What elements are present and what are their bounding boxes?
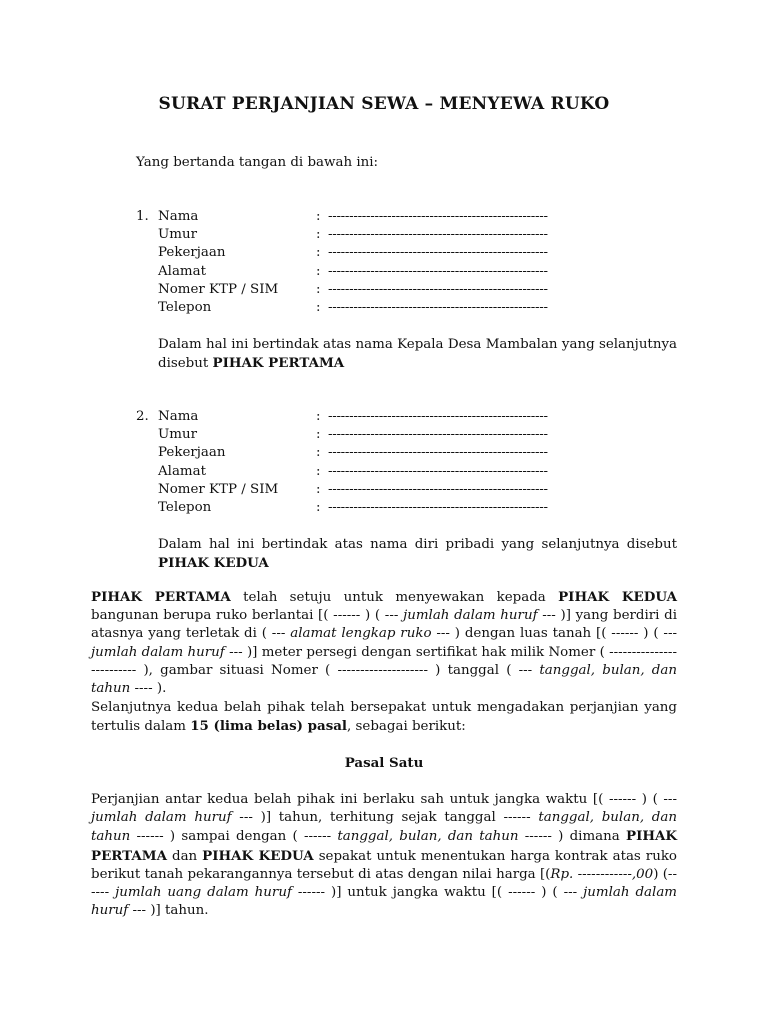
party-one-number: 1. — [136, 209, 149, 224]
field-row — [158, 408, 678, 426]
pasal-satu-heading: Pasal Satu — [344, 755, 424, 771]
agreement-placeholder: jumlah dalam huruf — [91, 644, 225, 660]
field-blank: ---------------------------------------------------- — [328, 263, 548, 279]
pasal-placeholder: tanggal, bulan, dan tahun — [337, 829, 519, 845]
agreement-text: --- )] meter persegi dengan sertifikat hak milik Nomer ( ------------------------- ), gambar situasi Nomer ( -------------------- ) tanggal ( --- — [91, 644, 677, 678]
field-row — [158, 226, 678, 244]
agreement-placeholder: jumlah dalam huruf — [403, 608, 538, 624]
pasal-text: ------ ) sampai dengan ( ------ — [130, 829, 338, 845]
pasal-text: sepakat untuk menentukan harga kontrak atas ruko berikut tanah pekarangannya tersebut di atas dengan nilai harga [( — [91, 848, 677, 882]
field-colon: : — [316, 481, 321, 497]
field-blank: ---------------------------------------------------- — [328, 499, 548, 515]
field-colon: : — [316, 409, 321, 424]
pasal-text: Perjanjian antar kedua belah pihak ini berlaku sah untuk jangka waktu [( ------ ) ( --- — [91, 792, 677, 807]
party-two-number: 2. — [136, 409, 149, 424]
pasal-placeholder: jumlah dalam huruf — [91, 885, 678, 919]
party-one-fields — [158, 208, 678, 317]
field-blank: ---------------------------------------------------- — [328, 409, 548, 424]
pasal-intro-text: Selanjutnya kedua belah pihak telah bersepakat untuk mengadakan perjanjian yang tertulis dalam — [91, 700, 677, 735]
agreement-party-one: PIHAK PERTAMA — [91, 589, 231, 605]
field-blank: ---------------------------------------------------- — [328, 227, 548, 243]
field-blank: ---------------------------------------------------- — [328, 445, 548, 461]
party-two-description — [158, 536, 677, 573]
field-label: Alamat — [158, 263, 206, 279]
field-colon: : — [316, 445, 321, 461]
field-label: Umur — [158, 227, 198, 243]
party-two-fields — [158, 408, 678, 517]
field-label: Umur — [158, 427, 198, 443]
field-row — [158, 299, 678, 317]
field-colon: : — [316, 245, 321, 261]
field-blank: ---------------------------------------------------- — [328, 245, 548, 261]
field-colon: : — [316, 281, 321, 297]
field-row — [158, 281, 678, 299]
pasal-text: --- )] tahun, terhitung sejak tanggal ------ — [231, 810, 539, 826]
party-one-role: PIHAK PERTAMA — [212, 355, 345, 372]
agreement-text: --- ) dengan luas tanah [( ------ ) ( --- — [431, 626, 677, 642]
field-label: Nama — [158, 409, 199, 424]
field-row — [158, 463, 678, 481]
field-colon: : — [316, 463, 321, 479]
pasal-party-two: PIHAK KEDUA — [202, 847, 314, 864]
field-label: Nomer KTP / SIM — [158, 281, 279, 297]
field-colon: : — [316, 209, 321, 224]
field-label: Nama — [158, 209, 199, 224]
field-blank: ---------------------------------------------------- — [328, 481, 548, 497]
party-one-description — [158, 336, 677, 373]
field-row — [158, 481, 678, 499]
field-colon: : — [316, 299, 321, 315]
agreement-text: telah setuju untuk menyewakan kepada — [230, 590, 559, 605]
field-blank: ---------------------------------------------------- — [328, 299, 548, 315]
agreement-party-two: PIHAK KEDUA — [558, 589, 677, 605]
pasal-intro-text: , sebagai berikut: — [347, 719, 466, 735]
field-label: Telepon — [158, 299, 212, 315]
agreement-placeholder: alamat lengkap ruko — [290, 626, 432, 642]
field-label: Nomer KTP / SIM — [158, 481, 279, 497]
field-colon: : — [316, 263, 321, 279]
party-two-role: PIHAK KEDUA — [158, 555, 269, 572]
pasal-price-placeholder: Rp. ------------,00 — [550, 866, 654, 882]
pasal-text: --- )] tahun. — [128, 903, 209, 919]
pasal-placeholder: tanggal, bulan, dan tahun — [91, 810, 677, 845]
agreement-paragraph — [91, 588, 677, 698]
agreement-text: bangunan berupa ruko berlantai [( ------ ) ( --- — [91, 608, 404, 624]
field-blank: ---------------------------------------------------- — [328, 281, 548, 297]
field-row — [158, 426, 678, 444]
field-blank: ---------------------------------------------------- — [328, 463, 548, 479]
field-label: Pekerjaan — [158, 445, 226, 461]
pasal-text: ) (------ — [91, 866, 677, 901]
pasal-satu-paragraph — [91, 791, 677, 920]
field-row — [158, 244, 678, 262]
intro-text: Yang bertanda tangan di bawah ini: — [136, 155, 379, 170]
field-blank: ---------------------------------------------------- — [328, 209, 548, 224]
field-row — [158, 263, 678, 281]
agreement-text: ---- ). — [130, 681, 167, 697]
field-label: Telepon — [158, 499, 212, 515]
document-title: SURAT PERJANJIAN SEWA – MENYEWA RUKO — [158, 94, 610, 114]
field-row — [158, 208, 678, 226]
field-colon: : — [316, 227, 321, 243]
pasal-text: dan — [167, 848, 203, 864]
pasal-count: 15 (lima belas) pasal — [190, 718, 348, 735]
field-blank: ---------------------------------------------------- — [328, 427, 548, 443]
pasal-placeholder: jumlah uang dalam huruf — [115, 885, 292, 901]
agreement-text: --- )] yang berdiri di atasnya yang terletak di ( --- — [91, 608, 678, 642]
field-row — [158, 444, 678, 462]
pasal-party-one: PIHAK PERTAMA — [91, 828, 678, 864]
field-row — [158, 499, 678, 517]
pasal-intro-paragraph — [91, 699, 677, 736]
field-label: Alamat — [158, 463, 206, 479]
field-colon: : — [316, 427, 321, 443]
pasal-placeholder: jumlah dalam huruf — [91, 810, 232, 826]
pasal-text: ------ ) dimana — [518, 829, 626, 845]
pasal-text: ------ )] untuk jangka waktu [( ------ ) ( --- — [291, 885, 584, 901]
agreement-placeholder: tanggal, bulan, dan tahun — [91, 662, 677, 697]
field-label: Pekerjaan — [158, 245, 226, 261]
field-colon: : — [316, 499, 321, 515]
party-one-desc-text: Dalam hal ini bertindak atas nama Kepala Desa Mambalan yang selanjutnya disebut — [158, 337, 677, 372]
party-two-desc-text: Dalam hal ini bertindak atas nama diri pribadi yang selanjutnya disebut — [158, 537, 677, 552]
